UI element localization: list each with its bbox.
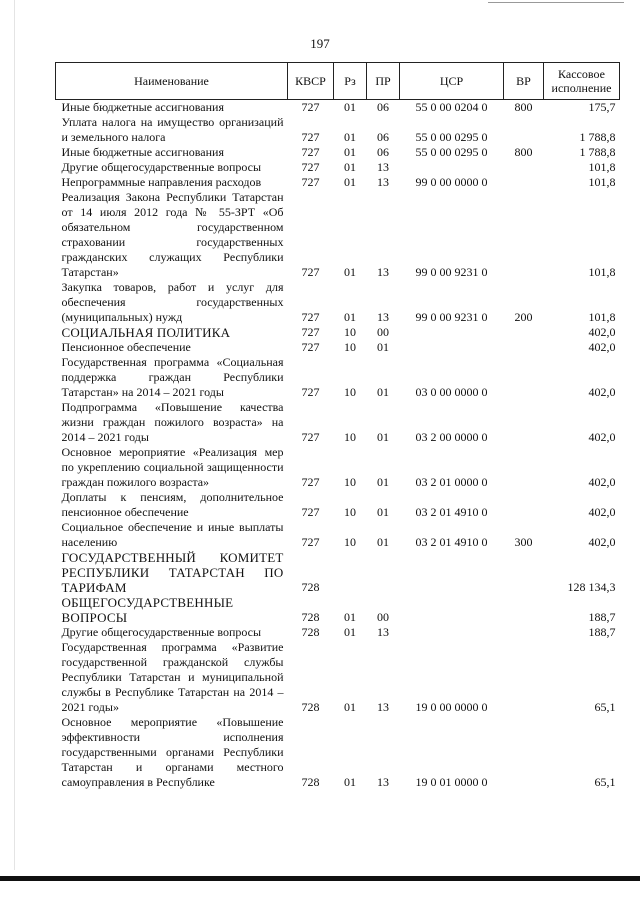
row-name: Иные бюджетные ассигнования [61,100,224,114]
row-kvsr: 727 [301,340,320,354]
row-name: Доплаты к пенсиям, дополнительное пенсионное обеспечение [61,490,284,519]
row-pr: 13 [377,625,389,639]
row-csr [400,625,504,640]
row-kvsr: 728 [301,700,320,714]
row-vr [504,445,544,490]
row-kvsr: 728 [301,775,320,789]
row-csr [400,325,504,340]
row-csr [400,595,504,625]
row-vr [504,400,544,445]
row-kvsr: 727 [301,475,320,489]
row-csr [400,550,504,595]
row-csr: 19 0 00 0000 0 [415,700,488,714]
row-pr: 13 [377,160,389,174]
row-pr: 06 [377,100,389,114]
table-body [56,100,620,791]
row-csr [400,160,504,175]
row-kvsr: 727 [301,100,320,114]
row-rz: 10 [344,475,356,489]
row-kvsr: 727 [301,145,320,159]
header-kvsr: КВСР [288,63,334,100]
row-vr: 800 [514,100,533,114]
row-rz: 01 [344,775,356,789]
row-rz: 01 [344,310,356,324]
row-vr [504,160,544,175]
row-pr [367,550,400,595]
table-row [56,445,620,490]
row-amount: 402,0 [588,475,616,489]
row-vr: 300 [514,535,533,549]
row-csr: 99 0 00 9231 0 [415,310,488,324]
page-number: 197 [310,36,330,51]
row-rz: 01 [344,700,356,714]
row-name: СОЦИАЛЬНАЯ ПОЛИТИКА [61,325,231,340]
row-csr: 03 0 00 0000 0 [415,385,488,399]
row-csr: 19 0 01 0000 0 [415,775,488,789]
row-pr: 00 [377,610,389,624]
row-pr: 06 [377,145,389,159]
row-name: Пенсионное обеспечение [61,340,191,354]
row-pr: 01 [377,475,389,489]
row-pr: 13 [377,175,389,189]
row-rz: 01 [344,145,356,159]
row-rz: 01 [344,130,356,144]
row-name: Основное мероприятие «Реализация мер по укреплению социальной защищенности граждан пожилого возраста» [61,445,284,489]
row-name: Другие общегосударственные вопросы [61,625,262,639]
row-pr: 13 [377,775,389,789]
row-vr [504,640,544,715]
table-row [56,595,620,625]
header-amount: Кассовое исполнение [544,63,620,100]
row-amount: 188,7 [588,625,616,639]
row-amount: 402,0 [588,385,616,399]
row-kvsr: 727 [301,535,320,549]
table-row [56,520,620,550]
row-rz: 10 [344,340,356,354]
row-amount: 402,0 [588,535,616,549]
row-amount: 65,1 [594,775,616,789]
row-kvsr: 727 [301,130,320,144]
row-rz: 10 [344,505,356,519]
row-kvsr: 727 [301,160,320,174]
row-kvsr: 728 [301,625,320,639]
row-vr [504,325,544,340]
row-rz: 01 [344,160,356,174]
table-row [56,625,620,640]
header-pr: ПР [367,63,400,100]
row-name: Иные бюджетные ассигнования [61,145,224,159]
row-rz: 01 [344,625,356,639]
budget-table [55,62,620,790]
header-csr: ЦСР [400,63,504,100]
row-pr: 06 [377,130,389,144]
table-row [56,355,620,400]
row-pr: 13 [377,310,389,324]
table-row [56,190,620,280]
row-csr: 99 0 00 9231 0 [415,265,488,279]
row-name: Другие общегосударственные вопросы [61,160,262,174]
row-kvsr: 727 [301,385,320,399]
row-name: ОБЩЕГОСУДАРСТВЕННЫЕ ВОПРОСЫ [61,595,234,625]
row-kvsr: 727 [301,325,320,339]
row-pr: 01 [377,535,389,549]
row-csr: 55 0 00 0295 0 [415,145,488,159]
row-name: Закупка товаров, работ и услуг для обеспечения государственных (муниципальных) нужд [61,280,284,324]
row-csr: 03 2 01 0000 0 [415,475,488,489]
scan-bottom-bar [0,876,640,881]
row-vr [504,715,544,790]
row-rz: 01 [344,265,356,279]
table-header-row [56,63,620,100]
row-amount: 1 788,8 [579,130,616,144]
row-kvsr: 727 [301,310,320,324]
row-name: ГОСУДАРСТВЕННЫЙ КОМИТЕТ РЕСПУБЛИКИ ТАТАРСТАН ПО ТАРИФАМ [61,550,284,595]
row-amount: 402,0 [588,340,616,354]
row-csr: 03 2 01 4910 0 [415,505,488,519]
table-row [56,400,620,445]
table-row [56,340,620,355]
row-name: Подпрограмма «Повышение качества жизни граждан пожилого возраста» на 2014 – 2021 годы [61,400,284,444]
scan-edge-shadow [14,0,15,870]
header-name: Наименование [56,63,288,100]
table-row [56,715,620,790]
row-amount: 402,0 [588,505,616,519]
row-pr: 13 [377,700,389,714]
row-pr: 01 [377,340,389,354]
row-kvsr: 728 [301,580,320,594]
row-vr [504,595,544,625]
row-vr [504,190,544,280]
row-amount: 175,7 [588,100,616,114]
row-amount: 128 134,3 [567,580,616,594]
table-row [56,160,620,175]
row-kvsr: 728 [301,610,320,624]
row-csr: 03 2 00 0000 0 [415,430,488,444]
row-rz: 10 [344,385,356,399]
row-pr: 01 [377,430,389,444]
row-csr: 99 0 00 0000 0 [415,175,488,189]
row-name: Государственная программа «Социальная поддержка граждан Республики Татарстан» на 2014 – 2021 годы [61,355,284,399]
row-rz: 01 [344,100,356,114]
table-row [56,640,620,715]
row-csr: 55 0 00 0295 0 [415,130,488,144]
table-row [56,115,620,145]
table-row [56,490,620,520]
row-pr: 13 [377,265,389,279]
row-rz: 10 [344,535,356,549]
row-pr: 01 [377,505,389,519]
row-amount: 402,0 [588,430,616,444]
row-name: Государственная программа «Развитие государственной гражданской службы Республики Татарстан и муниципальной службы в Республике Татарстан на 2014 – 2021 годы» [61,640,284,714]
row-vr [504,490,544,520]
row-rz: 01 [344,610,356,624]
table-row [56,175,620,190]
row-amount: 402,0 [588,325,616,339]
row-amount: 101,8 [588,265,616,279]
row-vr: 200 [514,310,533,324]
row-kvsr: 727 [301,175,320,189]
row-vr [504,550,544,595]
table-row [56,100,620,116]
table-row [56,325,620,340]
table-row [56,280,620,325]
row-pr: 01 [377,385,389,399]
top-rule [488,2,624,3]
row-pr: 00 [377,325,389,339]
row-amount: 101,8 [588,175,616,189]
row-vr [504,625,544,640]
row-rz: 10 [344,430,356,444]
row-name: Непрограммные направления расходов [61,175,262,189]
row-name: Реализация Закона Республики Татарстан от 14 июля 2012 года № 55-ЗРТ «Об обязательном государственном страховании государственных гражданских служащих Республики Татарстан» [61,190,284,279]
row-amount: 1 788,8 [579,145,616,159]
row-rz: 10 [344,325,356,339]
row-vr [504,340,544,355]
row-name: Социальное обеспечение и иные выплаты населению [61,520,284,549]
row-name: Уплата налога на имущество организаций и земельного налога [61,115,284,144]
row-csr: 55 0 00 0204 0 [415,100,488,114]
row-amount: 188,7 [588,610,616,624]
table-row [56,145,620,160]
row-vr [504,175,544,190]
row-vr [504,115,544,145]
row-rz [334,550,367,595]
row-amount: 65,1 [594,700,616,714]
row-kvsr: 727 [301,505,320,519]
header-rz: Рз [334,63,367,100]
row-kvsr: 727 [301,265,320,279]
row-vr: 800 [514,145,533,159]
row-csr [400,340,504,355]
row-csr: 03 2 01 4910 0 [415,535,488,549]
row-kvsr: 727 [301,430,320,444]
row-amount: 101,8 [588,160,616,174]
row-name: Основное мероприятие «Повышение эффективности исполнения государственными органами Республики Татарстан и органами местного самоуправления в Республике [61,715,284,789]
row-vr [504,355,544,400]
row-amount: 101,8 [588,310,616,324]
row-rz: 01 [344,175,356,189]
table-row [56,550,620,595]
header-vr: ВР [504,63,544,100]
